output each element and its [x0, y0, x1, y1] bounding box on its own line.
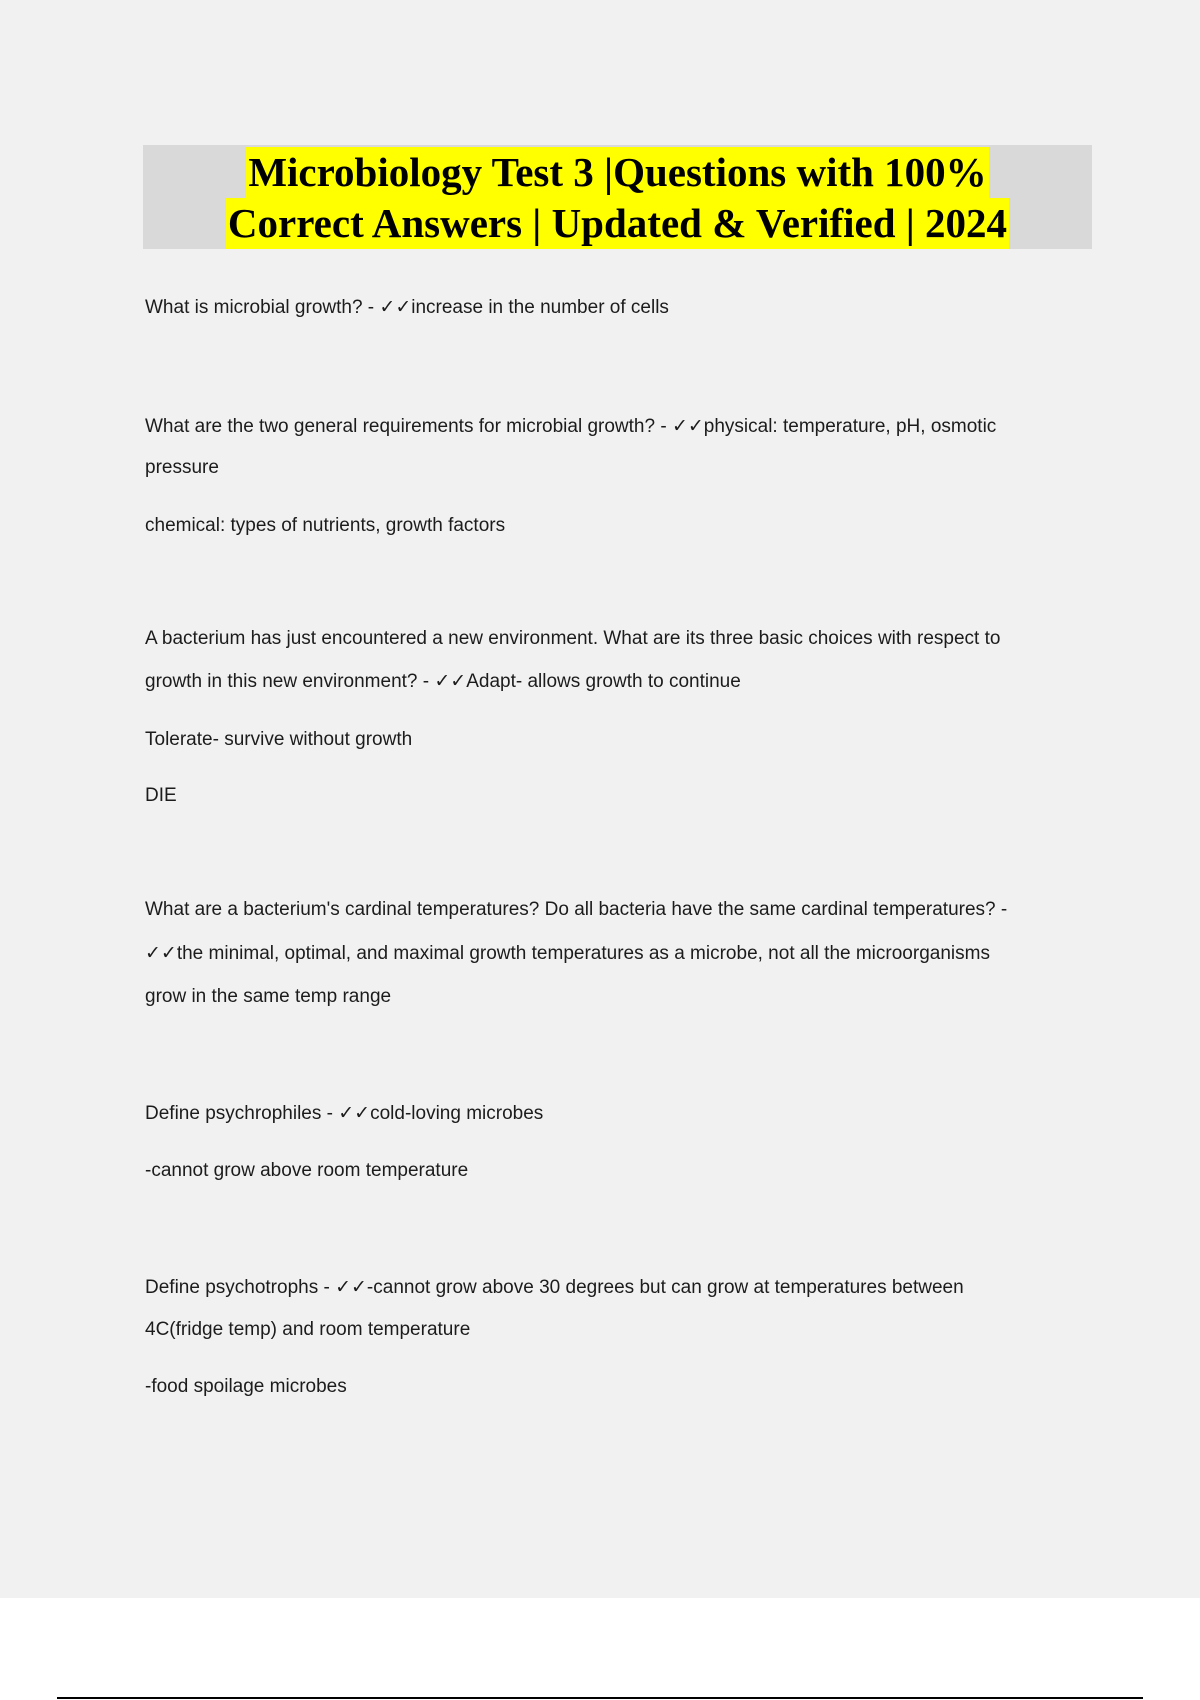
text-line: ✓✓the minimal, optimal, and maximal growth temperatures as a microbe, not all the microorganisms — [145, 943, 990, 964]
title-line-2: Correct Answers | Updated & Verified | 2024 — [226, 198, 1009, 249]
text-line: A bacterium has just encountered a new environment. What are its three basic choices with respect to — [145, 628, 1001, 649]
text-line: -cannot grow above room temperature — [145, 1160, 469, 1181]
text-line: chemical: types of nutrients, growth factors — [145, 515, 506, 536]
text-line: grow in the same temp range — [145, 986, 392, 1007]
text-line: What is microbial growth? - ✓✓increase in the number of cells — [145, 297, 669, 318]
text-line: DIE — [145, 785, 177, 806]
text-line: growth in this new environment? - ✓✓Adapt- allows growth to continue — [145, 671, 741, 692]
text-line: What are a bacterium's cardinal temperatures? Do all bacteria have the same cardinal temperatures? - — [145, 899, 1008, 920]
text-line: -food spoilage microbes — [145, 1376, 347, 1397]
text-line: Define psychrophiles - ✓✓cold-loving microbes — [145, 1103, 544, 1124]
title-banner — [143, 145, 1092, 249]
footer-divider — [57, 1697, 1143, 1699]
text-line: 4C(fridge temp) and room temperature — [145, 1319, 471, 1340]
text-line: What are the two general requirements for microbial growth? - ✓✓physical: temperature, pH, osmotic — [145, 416, 997, 437]
text-line: pressure — [145, 457, 219, 478]
title-line-1: Microbiology Test 3 |Questions with 100% — [246, 147, 988, 198]
text-line: Define psychotrophs - ✓✓-cannot grow above 30 degrees but can grow at temperatures between — [145, 1277, 964, 1298]
text-line: Tolerate- survive without growth — [145, 729, 413, 750]
